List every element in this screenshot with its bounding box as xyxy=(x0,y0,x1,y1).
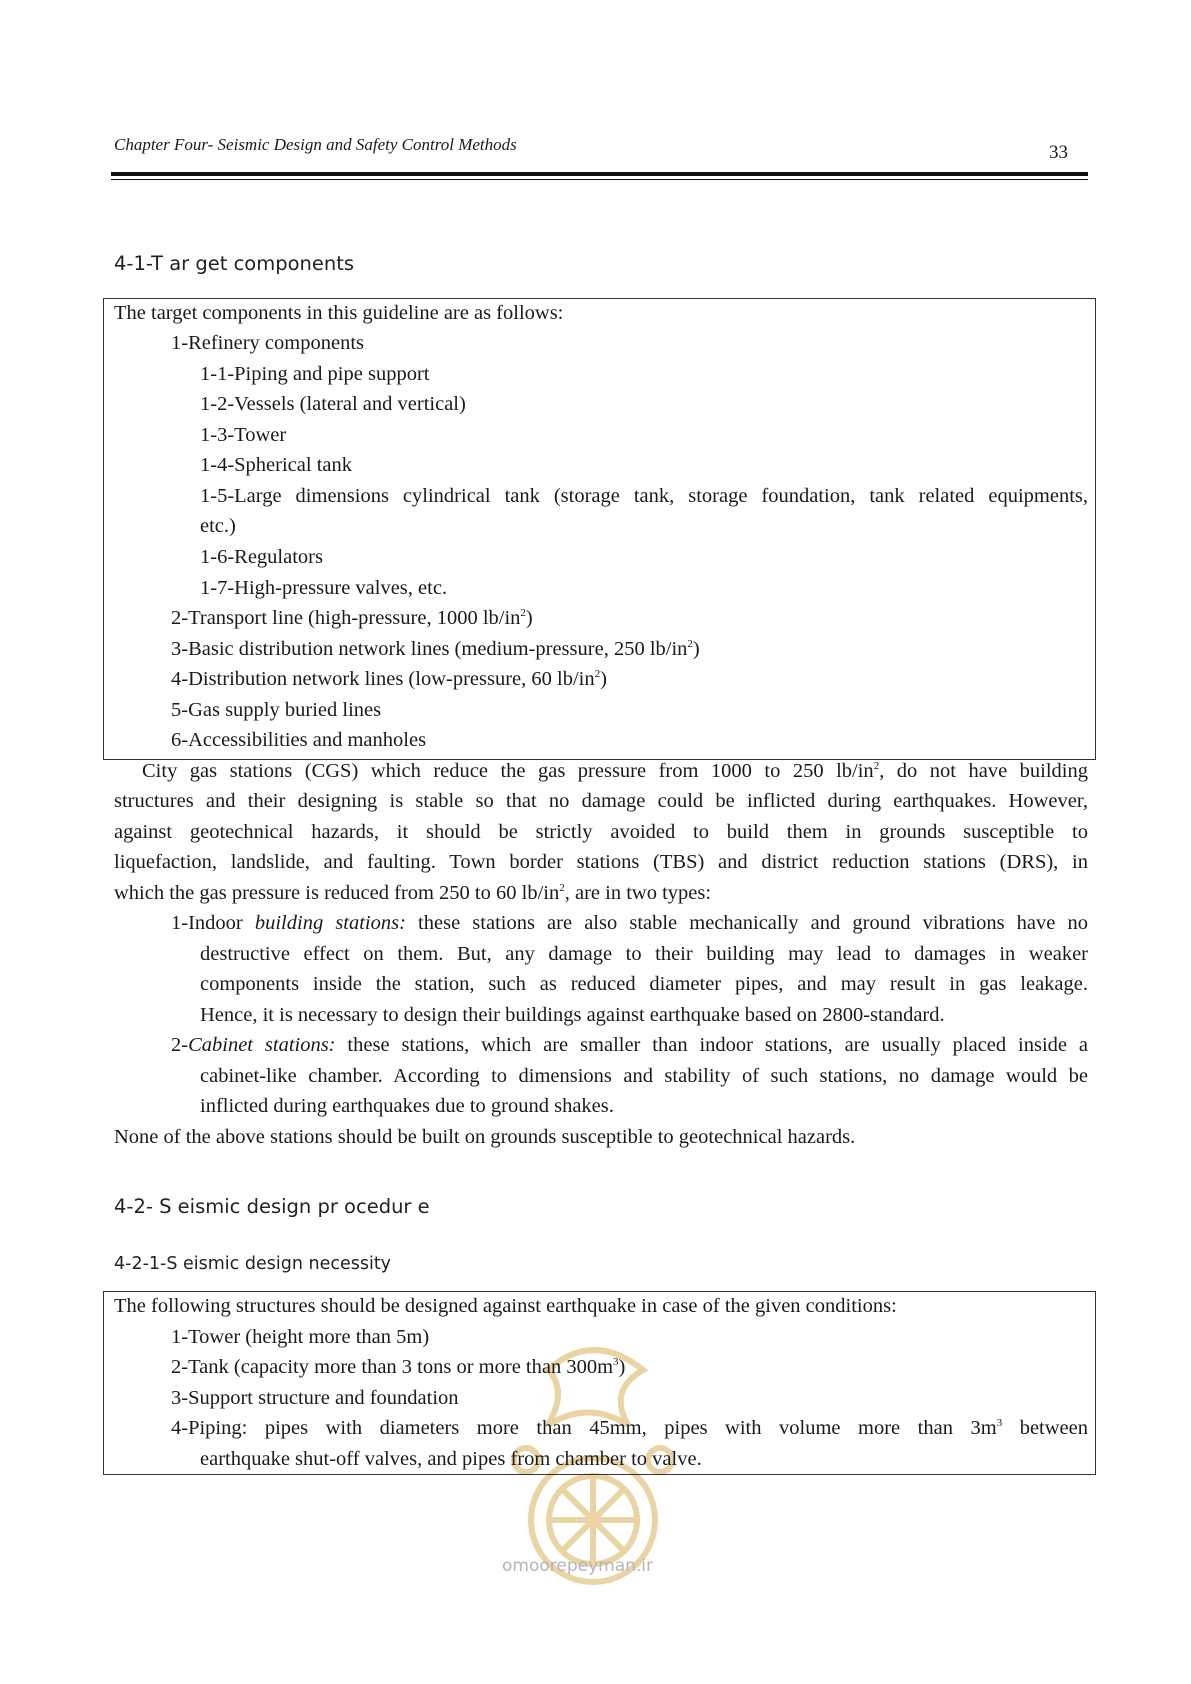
list-item: 3-Support structure and foundation xyxy=(171,1387,459,1409)
body-paragraph-line: against geotechnical hazards, it should be strictly avoided to build them in grounds susceptible to xyxy=(114,821,1088,843)
list-item: 1-Refinery components xyxy=(171,332,364,354)
list-item: 4-Piping: pipes with diameters more than 45mm, pipes with volume more than $3m^3$ between xyxy=(171,1417,1089,1439)
list-item: 1-5-Large dimensions cylindrical tank (storage tank, storage foundation, tank related equipments, xyxy=(200,485,1088,507)
list-item: 1-2-Vessels (lateral and vertical) xyxy=(200,393,466,415)
list-item: 1-7-High-pressure valves, etc. xyxy=(200,577,448,599)
body-paragraph-line: City gas stations (CGS) which reduce the gas pressure from 1000 to 250 $lb/in^2$, do not have building xyxy=(142,760,1088,782)
station-type-indoor-line: components inside the station, such as reduced diameter pipes, and may result in gas leakage. xyxy=(200,973,1088,995)
station-type-cabinet-line: inflicted during earthquakes due to ground shakes. xyxy=(200,1095,614,1117)
closing-sentence: None of the above stations should be built on grounds susceptible to geotechnical hazards. xyxy=(114,1126,856,1148)
section-heading-4-2-1: 4-2-1-S eismic design necessity xyxy=(114,1254,392,1274)
list-item: 2-Tank (capacity more than 3 tons or more than $300m^3$) xyxy=(171,1356,626,1378)
list-item-continuation: etc.) xyxy=(200,515,236,537)
header-rule-thin xyxy=(111,179,1088,180)
station-type-cabinet: 2-Cabinet stations: these stations, which are smaller than indoor stations, are usually placed inside a xyxy=(171,1034,1088,1056)
station-type-indoor-line: destructive effect on them. But, any damage to their building may lead to damages in weaker xyxy=(200,943,1088,965)
list-item: 4-Distribution network lines (low-pressure, 60 $lb/in^2$) xyxy=(171,668,607,690)
list-item: 1-6-Regulators xyxy=(200,546,323,568)
list-item: 1-3-Tower xyxy=(200,424,287,446)
list-item-continuation: earthquake shut-off valves, and pipes from chamber to valve. xyxy=(200,1448,702,1470)
list-item: 3-Basic distribution network lines (medium-pressure, 250 $lb/in^2$) xyxy=(171,638,700,660)
watermark-site-text: omoorepeyman.ir xyxy=(502,1556,654,1576)
station-type-indoor-line: Hence, it is necessary to design their buildings against earthquake based on 2800-standard. xyxy=(200,1004,945,1026)
list-item: 5-Gas supply buried lines xyxy=(171,699,382,721)
list-item: 2-Transport line (high-pressure, 1000 $lb/in^2$) xyxy=(171,607,533,629)
list-item: 1-1-Piping and pipe support xyxy=(200,363,430,385)
box-intro-line: The target components in this guideline are as follows: xyxy=(114,302,564,324)
list-item: 6-Accessibilities and manholes xyxy=(171,729,427,751)
running-header-title: Chapter Four- Seismic Design and Safety Control Methods xyxy=(114,135,517,154)
section-heading-4-2: 4-2- S eismic design pr ocedur e xyxy=(114,1195,430,1218)
body-paragraph-line: structures and their designing is stable so that no damage could be inflicted during earthquakes. However, xyxy=(114,790,1088,812)
page-number: 33 xyxy=(1049,142,1068,163)
list-item: 1-Tower (height more than 5m) xyxy=(171,1326,430,1348)
list-item: 1-4-Spherical tank xyxy=(200,454,352,476)
header-rule-thick xyxy=(111,172,1088,176)
station-type-indoor: 1-Indoor building stations: these stations are also stable mechanically and ground vibrations have no xyxy=(171,912,1088,934)
station-type-cabinet-line: cabinet-like chamber. According to dimensions and stability of such stations, no damage would be xyxy=(200,1065,1088,1087)
section-heading-4-1: 4-1-T ar get components xyxy=(114,252,355,275)
body-paragraph-line: liquefaction, landslide, and faulting. Town border stations (TBS) and district reduction stations (DRS), in xyxy=(114,851,1088,873)
body-paragraph-line: which the gas pressure is reduced from 250 to 60 $lb/in^2$, are in two types: xyxy=(114,882,712,904)
box-intro-line: The following structures should be designed against earthquake in case of the given conditions: xyxy=(114,1295,897,1317)
